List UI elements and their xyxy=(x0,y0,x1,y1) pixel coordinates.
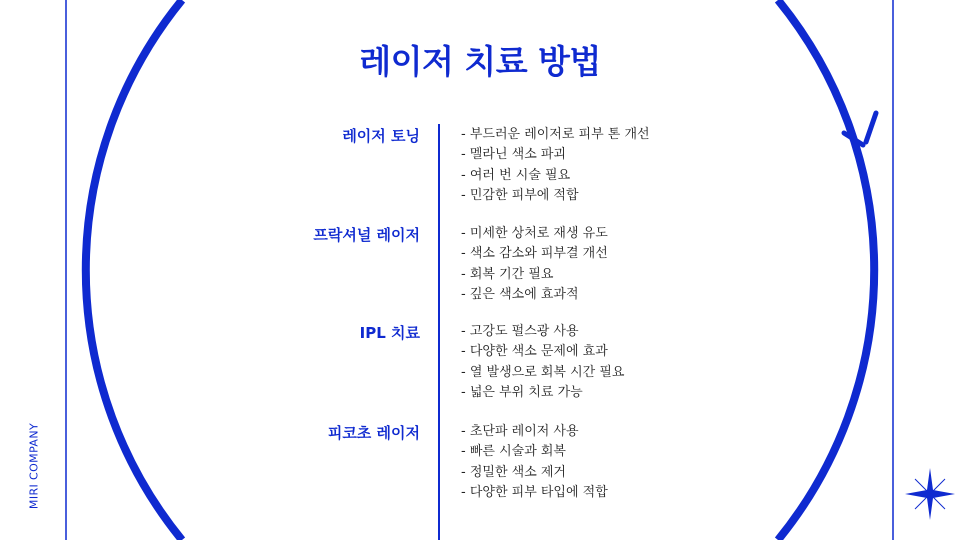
list-item: - 부드러운 레이저로 피부 톤 개선 xyxy=(461,127,650,142)
list-item: - 민감한 피부에 적합 xyxy=(461,187,579,203)
bullet-list xyxy=(461,322,625,403)
section-heading: IPL 치료 xyxy=(359,324,420,342)
section-heading: 레이저 토닝 xyxy=(342,127,420,145)
list-item: - 다양한 피부 타입에 적합 xyxy=(461,484,608,500)
brand-label: MIRI COMPANY xyxy=(27,422,41,510)
list-item: - 깊은 색소에 효과적 xyxy=(461,286,579,302)
arrowhead-icon xyxy=(844,113,876,145)
sparkle-star-icon xyxy=(905,468,955,520)
center-divider xyxy=(438,124,440,540)
list-item: - 열 발생으로 회복 시간 필요 xyxy=(461,364,625,380)
list-item: - 미세한 상처로 재생 유도 xyxy=(461,226,608,241)
list-item: - 여러 번 시술 필요 xyxy=(461,167,571,183)
list-item: - 고강도 펄스광 사용 xyxy=(461,324,579,339)
page-title: 레이저 치료 방법 xyxy=(359,42,601,81)
list-item: - 회복 기간 필요 xyxy=(461,266,554,282)
list-item: - 넓은 부위 치료 가능 xyxy=(461,384,583,400)
bullet-list xyxy=(461,224,608,305)
list-item: - 다양한 색소 문제에 효과 xyxy=(461,344,608,360)
list-item: - 빠른 시술과 회복 xyxy=(461,444,566,460)
section-heading: 프락셔널 레이저 xyxy=(313,226,420,244)
section-heading: 피코초 레이저 xyxy=(327,424,420,442)
list-item: - 색소 감소와 피부결 개선 xyxy=(461,246,608,262)
bullet-list xyxy=(461,422,608,503)
list-item: - 초단파 레이저 사용 xyxy=(461,424,579,439)
list-item: - 멜라닌 색소 파괴 xyxy=(461,147,566,163)
bullet-list xyxy=(461,125,650,206)
list-item: - 정밀한 색소 제거 xyxy=(461,464,566,480)
